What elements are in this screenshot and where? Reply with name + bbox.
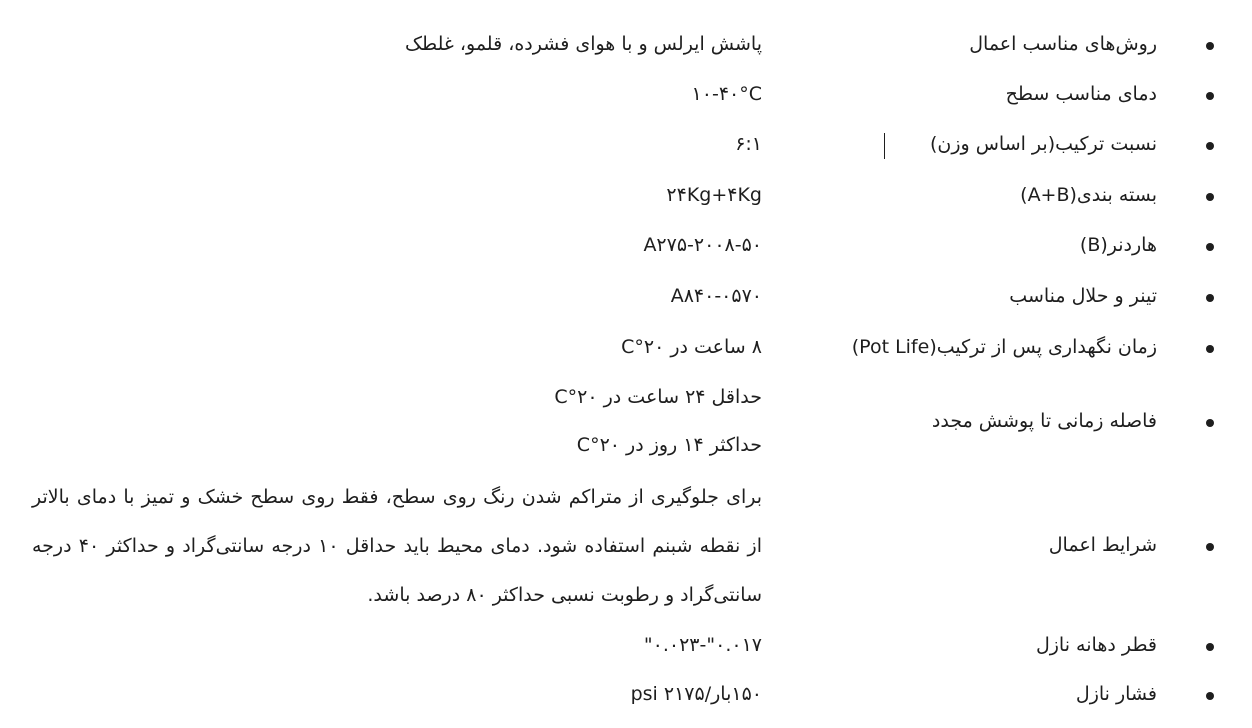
spec-label-surface-temperature: دمای مناسب سطح <box>1005 83 1157 105</box>
spec-value-thinner: A۸۴۰-۰۵۷۰ <box>670 285 762 307</box>
spec-value-pot-life: ۸ ساعت در ۲۰°C <box>621 336 762 358</box>
spec-label-pot-life: زمان نگهداری پس از ترکیب(Pot Life) <box>851 336 1157 358</box>
spec-value-nozzle-pressure: ۱۵۰بار/۲۱۷۵ psi <box>630 683 762 705</box>
bullet-icon <box>1206 142 1214 150</box>
bullet-icon <box>1206 692 1214 700</box>
spec-label-nozzle-pressure: فشار نازل <box>1075 683 1157 705</box>
spec-label-mixing-ratio: نسبت ترکیب(بر اساس وزن) <box>929 133 1157 155</box>
spec-value-packaging: ۲۴Kg+۴Kg <box>666 184 762 206</box>
bullet-icon <box>1206 42 1214 50</box>
bullet-icon <box>1206 294 1214 302</box>
spec-label-recoat-interval: فاصله زمانی تا پوشش مجدد <box>931 410 1157 432</box>
spec-value-application-methods: پاشش ایرلس و با هوای فشرده، قلمو، غلطک <box>405 33 762 55</box>
spec-label-thinner: تینر و حلال مناسب <box>1009 285 1157 307</box>
spec-value-application-conditions: برای جلوگیری از متراکم شدن رنگ روی سطح، فقط روی سطح خشک و تمیز با دمای بالاتر از نقطه شبنم استفاده شود. دمای محیط باید حداقل ۱۰ درجه سانتی‌گراد و حداکثر ۴۰ درجه سانتی‌گراد و رطوبت نسبی حداکثر ۸۰ درصد باشد. <box>32 486 762 606</box>
bullet-icon <box>1206 92 1214 100</box>
text-cursor <box>884 133 885 159</box>
spec-label-application-methods: روش‌های مناسب اعمال <box>969 33 1157 55</box>
bullet-icon <box>1206 345 1214 353</box>
spec-label-packaging: بسته بندی(A+B) <box>1020 184 1157 206</box>
spec-label-hardener: هاردنر(B) <box>1079 234 1157 256</box>
spec-value-recoat-min: حداقل ۲۴ ساعت در ۲۰°C <box>554 386 762 408</box>
bullet-icon <box>1206 419 1214 427</box>
bullet-icon <box>1206 543 1214 551</box>
bullet-icon <box>1206 243 1214 251</box>
bullet-icon <box>1206 643 1214 651</box>
spec-value-mixing-ratio: ۶:۱ <box>735 133 762 155</box>
spec-value-surface-temperature: ۱۰-۴۰°C <box>691 83 762 105</box>
spec-value-hardener: A۲۷۵-۲۰۰۸-۵۰ <box>643 234 762 256</box>
spec-label-application-conditions: شرایط اعمال <box>1048 534 1157 556</box>
spec-value-recoat-max: حداکثر ۱۴ روز در ۲۰°C <box>576 434 762 456</box>
spec-value-nozzle-diameter: ۰.۰۱۷"-۰.۰۲۳" <box>643 634 762 656</box>
spec-label-nozzle-diameter: قطر دهانه نازل <box>1035 634 1157 656</box>
bullet-icon <box>1206 193 1214 201</box>
